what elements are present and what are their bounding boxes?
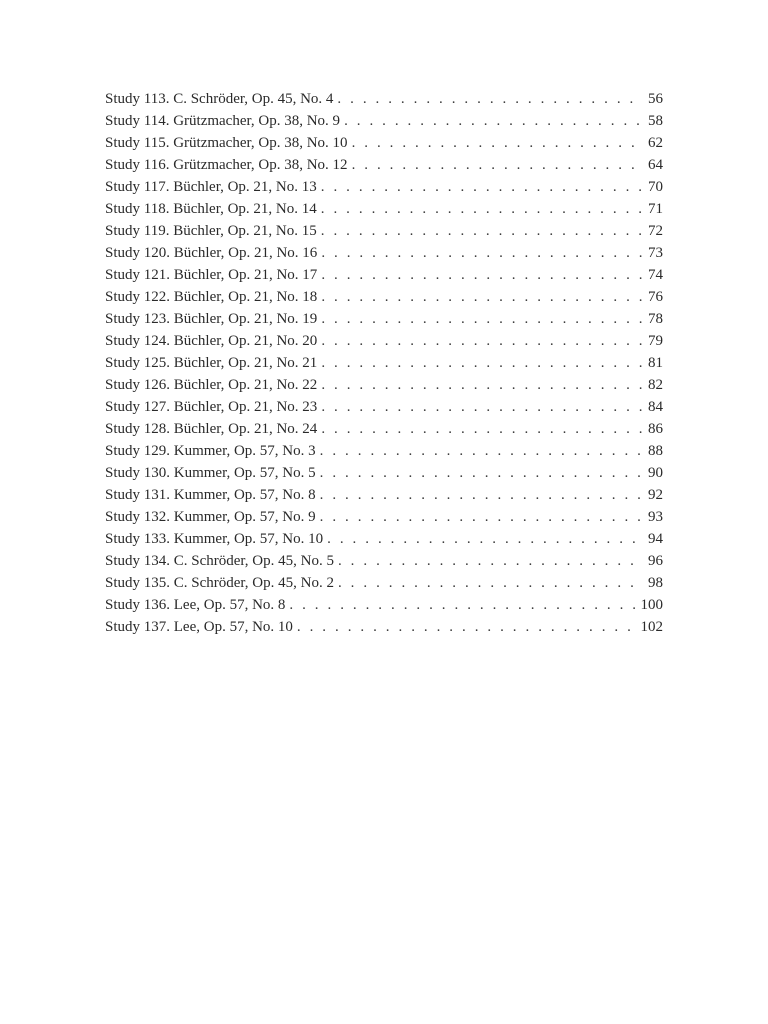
toc-entry-title: Study 128. Büchler, Op. 21, No. 24 — [105, 421, 318, 437]
dot-leader — [352, 132, 642, 154]
toc-entry-page: 84 — [648, 399, 663, 415]
toc-entry-page: 94 — [648, 531, 663, 547]
toc-entry[interactable] — [105, 396, 663, 418]
toc-entry-title: Study 122. Büchler, Op. 21, No. 18 — [105, 289, 318, 305]
dot-leader — [321, 198, 642, 220]
dot-leader — [297, 616, 638, 638]
toc-entry-page: 86 — [648, 421, 663, 437]
dot-leader — [321, 242, 642, 264]
toc-entry-page: 76 — [648, 289, 663, 305]
toc-entry-title: Study 119. Büchler, Op. 21, No. 15 — [105, 223, 317, 239]
dot-leader — [320, 484, 642, 506]
toc-entry-title: Study 134. C. Schröder, Op. 45, No. 5 — [105, 553, 334, 569]
toc-entry[interactable] — [105, 462, 663, 484]
dot-leader — [337, 88, 642, 110]
toc-entry[interactable] — [105, 176, 663, 198]
toc-entry-title: Study 117. Büchler, Op. 21, No. 13 — [105, 179, 317, 195]
toc-entry-page: 90 — [648, 465, 663, 481]
toc-entry-page: 73 — [648, 245, 663, 261]
toc-entry-page: 100 — [640, 597, 663, 613]
toc-entry[interactable] — [105, 242, 663, 264]
toc-entry[interactable] — [105, 110, 663, 132]
toc-entry-title: Study 125. Büchler, Op. 21, No. 21 — [105, 355, 318, 371]
toc-entry-title: Study 124. Büchler, Op. 21, No. 20 — [105, 333, 318, 349]
toc-entry-page: 64 — [648, 157, 663, 173]
toc-entry-page: 62 — [648, 135, 663, 151]
toc-entry-page: 56 — [648, 91, 663, 107]
toc-entry[interactable] — [105, 506, 663, 528]
toc-entry[interactable] — [105, 198, 663, 220]
toc-entry[interactable] — [105, 88, 663, 110]
toc-entry-page: 72 — [648, 223, 663, 239]
dot-leader — [344, 110, 642, 132]
dot-leader — [320, 506, 642, 528]
toc-entry[interactable] — [105, 220, 663, 242]
toc-entry-page: 82 — [648, 377, 663, 393]
dot-leader — [321, 374, 642, 396]
toc-entry-page: 58 — [648, 113, 663, 129]
toc-entry[interactable] — [105, 374, 663, 396]
toc-entry-page: 88 — [648, 443, 663, 459]
dot-leader — [320, 462, 642, 484]
toc-entry[interactable] — [105, 352, 663, 374]
dot-leader — [321, 418, 642, 440]
toc-entry[interactable] — [105, 308, 663, 330]
toc-entry-title: Study 137. Lee, Op. 57, No. 10 — [105, 619, 293, 635]
dot-leader — [327, 528, 642, 550]
toc-entry[interactable] — [105, 528, 663, 550]
toc-entry-title: Study 135. C. Schröder, Op. 45, No. 2 — [105, 575, 334, 591]
toc-entry-title: Study 121. Büchler, Op. 21, No. 17 — [105, 267, 318, 283]
toc-entry[interactable] — [105, 594, 663, 616]
toc-entry[interactable] — [105, 418, 663, 440]
toc-entry-title: Study 126. Büchler, Op. 21, No. 22 — [105, 377, 318, 393]
toc-entry-title: Study 136. Lee, Op. 57, No. 8 — [105, 597, 286, 613]
table-of-contents — [105, 88, 663, 638]
dot-leader — [321, 396, 642, 418]
toc-entry[interactable] — [105, 440, 663, 462]
dot-leader — [338, 572, 642, 594]
dot-leader — [338, 550, 642, 572]
toc-entry-title: Study 115. Grützmacher, Op. 38, No. 10 — [105, 135, 348, 151]
dot-leader — [352, 154, 642, 176]
toc-entry-title: Study 130. Kummer, Op. 57, No. 5 — [105, 465, 316, 481]
toc-entry-title: Study 129. Kummer, Op. 57, No. 3 — [105, 443, 316, 459]
toc-entry-page: 81 — [648, 355, 663, 371]
toc-entry[interactable] — [105, 264, 663, 286]
toc-entry-page: 102 — [640, 619, 663, 635]
toc-entry-page: 78 — [648, 311, 663, 327]
dot-leader — [321, 264, 642, 286]
toc-entry[interactable] — [105, 572, 663, 594]
dot-leader — [321, 308, 642, 330]
toc-entry[interactable] — [105, 154, 663, 176]
toc-entry-title: Study 127. Büchler, Op. 21, No. 23 — [105, 399, 318, 415]
toc-entry-page: 70 — [648, 179, 663, 195]
dot-leader — [320, 440, 642, 462]
toc-entry[interactable] — [105, 616, 663, 638]
toc-entry[interactable] — [105, 484, 663, 506]
toc-entry-page: 98 — [648, 575, 663, 591]
toc-entry-title: Study 116. Grützmacher, Op. 38, No. 12 — [105, 157, 348, 173]
toc-entry-title: Study 132. Kummer, Op. 57, No. 9 — [105, 509, 316, 525]
toc-entry[interactable] — [105, 330, 663, 352]
toc-entry-title: Study 118. Büchler, Op. 21, No. 14 — [105, 201, 317, 217]
dot-leader — [321, 330, 642, 352]
dot-leader — [321, 352, 642, 374]
toc-entry-page: 74 — [648, 267, 663, 283]
dot-leader — [321, 220, 642, 242]
toc-entry-page: 96 — [648, 553, 663, 569]
toc-entry[interactable] — [105, 286, 663, 308]
dot-leader — [321, 176, 642, 198]
toc-entry-title: Study 120. Büchler, Op. 21, No. 16 — [105, 245, 318, 261]
dot-leader — [321, 286, 642, 308]
toc-entry-title: Study 123. Büchler, Op. 21, No. 19 — [105, 311, 318, 327]
dot-leader — [289, 594, 637, 616]
toc-entry-page: 93 — [648, 509, 663, 525]
toc-entry-page: 71 — [648, 201, 663, 217]
toc-entry[interactable] — [105, 132, 663, 154]
toc-entry[interactable] — [105, 550, 663, 572]
toc-entry-page: 92 — [648, 487, 663, 503]
toc-entry-title: Study 114. Grützmacher, Op. 38, No. 9 — [105, 113, 341, 129]
toc-entry-title: Study 133. Kummer, Op. 57, No. 10 — [105, 531, 324, 547]
toc-entry-page: 79 — [648, 333, 663, 349]
toc-entry-title: Study 113. C. Schröder, Op. 45, No. 4 — [105, 91, 334, 107]
toc-entry-title: Study 131. Kummer, Op. 57, No. 8 — [105, 487, 316, 503]
